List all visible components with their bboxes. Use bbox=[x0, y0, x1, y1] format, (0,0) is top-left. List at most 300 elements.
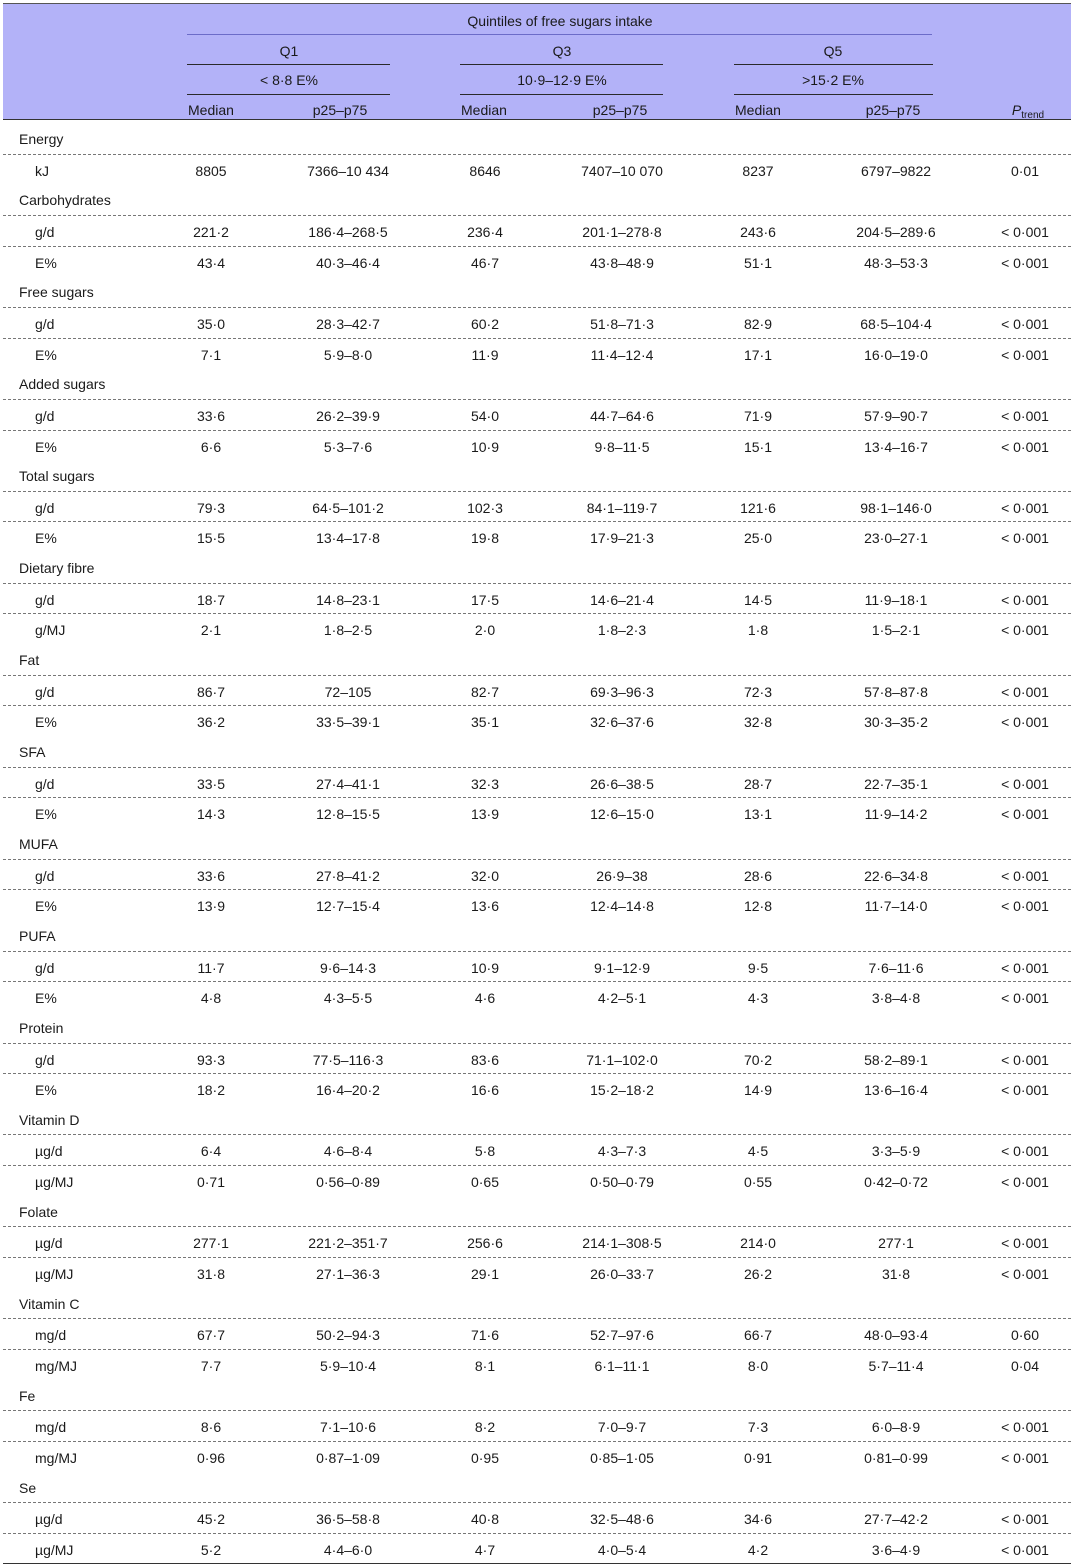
cell-q5-median: 4·5 bbox=[747, 1143, 769, 1160]
cell-q3-median: 32·0 bbox=[470, 867, 500, 884]
cell-q3-median: 13·6 bbox=[470, 898, 500, 915]
table-row bbox=[3, 399, 1071, 430]
unit-label: kJ bbox=[35, 162, 49, 179]
cell-q3-median: 8·2 bbox=[474, 1419, 496, 1436]
cell-q3-iqr: 1·8–2·3 bbox=[597, 622, 647, 639]
category-label: Dietary fibre bbox=[19, 560, 95, 577]
cell-p-trend: 0·04 bbox=[1010, 1358, 1040, 1374]
cell-q1-iqr: 12·8–15·5 bbox=[316, 806, 380, 823]
cell-q5-iqr: 1·5–2·1 bbox=[871, 622, 921, 639]
table-row bbox=[3, 1134, 1071, 1165]
table-row bbox=[3, 491, 1071, 522]
cell-q1-iqr: 72–105 bbox=[324, 683, 372, 700]
cell-q1-iqr: 33·5–39·1 bbox=[316, 714, 380, 731]
unit-label: E% bbox=[35, 438, 57, 455]
cell-q3-iqr: 26·6–38·5 bbox=[590, 775, 654, 792]
cell-q5-iqr: 6·0–8·9 bbox=[871, 1419, 921, 1436]
cell-q5-median: 4·3 bbox=[747, 990, 769, 1007]
cell-q3-iqr: 51·8–71·3 bbox=[590, 315, 654, 332]
cell-q3-median: 60·2 bbox=[470, 315, 500, 332]
cell-q5-iqr: 58·2–89·1 bbox=[864, 1051, 928, 1068]
cell-q1-iqr: 12·7–15·4 bbox=[316, 898, 380, 915]
cell-q5-median: 51·1 bbox=[743, 254, 773, 271]
category-row bbox=[3, 1012, 1071, 1043]
cell-q5-median: 243·6 bbox=[740, 223, 776, 240]
cell-p-trend: < 0·001 bbox=[1001, 315, 1049, 332]
table-row bbox=[3, 1533, 1071, 1564]
cell-q5-median: 32·8 bbox=[743, 714, 773, 731]
header-p-sub: trend bbox=[1021, 110, 1045, 121]
cell-q1-iqr: 7366–10 434 bbox=[307, 162, 389, 179]
category-label: Folate bbox=[19, 1203, 58, 1220]
unit-label: g/d bbox=[35, 315, 55, 332]
cell-q5-median: 70·2 bbox=[743, 1051, 773, 1068]
unit-label: g/d bbox=[35, 407, 55, 424]
cell-q3-iqr: 6·1–11·1 bbox=[594, 1358, 650, 1374]
category-row bbox=[3, 1380, 1071, 1411]
cell-q5-iqr: 22·7–35·1 bbox=[864, 775, 928, 792]
table-row bbox=[3, 1165, 1071, 1196]
table-row bbox=[3, 1073, 1071, 1104]
table-row bbox=[3, 951, 1071, 982]
category-label: Fat bbox=[19, 652, 40, 669]
cell-q1-median: 11·7 bbox=[197, 959, 225, 976]
cell-q3-iqr: 43·8–48·9 bbox=[590, 254, 654, 271]
cell-q3-iqr: 4·3–7·3 bbox=[597, 1143, 647, 1160]
cell-q3-iqr: 26·0–33·7 bbox=[590, 1266, 654, 1283]
cell-q3-median: 71·6 bbox=[470, 1327, 500, 1344]
table-row bbox=[3, 1441, 1071, 1472]
unit-label: g/d bbox=[35, 959, 55, 976]
cell-q1-median: 6·4 bbox=[200, 1143, 222, 1160]
cell-q5-iqr: 11·7–14·0 bbox=[864, 898, 928, 915]
unit-label: µg/d bbox=[35, 1235, 63, 1252]
table-row bbox=[3, 307, 1071, 338]
cell-q1-median: 8·6 bbox=[200, 1419, 222, 1436]
category-label: Vitamin C bbox=[19, 1295, 80, 1312]
cell-q1-iqr: 5·3–7·6 bbox=[323, 438, 373, 455]
cell-q5-median: 9·5 bbox=[747, 959, 769, 976]
table-row bbox=[3, 430, 1071, 461]
table-row bbox=[3, 613, 1071, 644]
cell-q1-iqr: 0·56–0·89 bbox=[316, 1174, 380, 1191]
cell-q5-median: 26·2 bbox=[743, 1266, 773, 1283]
cell-q5-median: 82·9 bbox=[743, 315, 773, 332]
cell-q3-median: 10·9 bbox=[470, 438, 500, 455]
cell-q5-iqr: 0·42–0·72 bbox=[864, 1174, 928, 1191]
cell-q5-median: 13·1 bbox=[743, 806, 773, 823]
cell-q5-iqr: 27·7–42·2 bbox=[864, 1511, 928, 1528]
cell-p-trend: < 0·001 bbox=[1001, 438, 1049, 455]
cell-q5-median: 14·9 bbox=[743, 1082, 773, 1099]
cell-q1-median: 15·5 bbox=[196, 530, 226, 547]
cell-p-trend: < 0·001 bbox=[1001, 1051, 1049, 1068]
cell-q5-iqr: 68·5–104·4 bbox=[860, 315, 932, 332]
category-label: Free sugars bbox=[19, 284, 94, 301]
cell-q5-median: 66·7 bbox=[743, 1327, 773, 1344]
cell-q1-iqr: 4·4–6·0 bbox=[323, 1541, 373, 1558]
cell-q5-iqr: 57·8–87·8 bbox=[864, 683, 928, 700]
table-row bbox=[3, 1257, 1071, 1288]
cell-q5-median: 8237 bbox=[742, 162, 774, 179]
cell-p-trend: < 0·001 bbox=[1001, 1235, 1049, 1252]
cell-q1-median: 5·2 bbox=[200, 1541, 222, 1558]
category-row bbox=[3, 644, 1071, 675]
cell-q3-median: 46·7 bbox=[470, 254, 500, 271]
cell-p-trend: < 0·001 bbox=[1001, 1511, 1049, 1528]
cell-q1-iqr: 7·1–10·6 bbox=[319, 1419, 377, 1436]
cell-q5-iqr: 98·1–146·0 bbox=[860, 499, 932, 516]
unit-label: g/d bbox=[35, 223, 55, 240]
cell-q5-iqr: 48·3–53·3 bbox=[864, 254, 928, 271]
category-label: SFA bbox=[19, 744, 46, 760]
cell-p-trend: 0·60 bbox=[1010, 1327, 1040, 1344]
cell-q3-iqr: 214·1–308·5 bbox=[582, 1235, 662, 1252]
table-row bbox=[3, 889, 1071, 920]
table-row bbox=[3, 981, 1071, 1012]
cell-p-trend: < 0·001 bbox=[1001, 622, 1049, 639]
cell-q3-median: 8646 bbox=[469, 162, 501, 179]
cell-q3-iqr: 44·7–64·6 bbox=[590, 407, 654, 424]
cell-q5-iqr: 11·9–18·1 bbox=[864, 591, 928, 608]
unit-label: mg/MJ bbox=[35, 1358, 77, 1374]
cell-q5-iqr: 6797–9822 bbox=[860, 162, 932, 179]
header-p-main: P bbox=[1011, 102, 1022, 118]
table-row bbox=[3, 767, 1071, 798]
unit-label: E% bbox=[35, 898, 57, 915]
table-row bbox=[3, 1318, 1071, 1349]
cell-q1-median: 36·2 bbox=[196, 714, 226, 731]
header-q5-label: Q5 bbox=[823, 43, 843, 59]
category-row bbox=[3, 368, 1071, 399]
cell-q5-iqr: 16·0–19·0 bbox=[864, 346, 928, 363]
category-label: PUFA bbox=[19, 927, 56, 944]
cell-q3-median: 83·6 bbox=[470, 1051, 500, 1068]
cell-q1-iqr: 0·87–1·09 bbox=[316, 1449, 380, 1466]
cell-q3-median: 19·8 bbox=[470, 530, 500, 547]
cell-q3-iqr: 71·1–102·0 bbox=[586, 1051, 658, 1068]
unit-label: g/d bbox=[35, 591, 55, 608]
cell-q5-iqr: 277·1 bbox=[878, 1235, 914, 1252]
cell-q1-median: 67·7 bbox=[196, 1327, 226, 1344]
header-q3-iqr: p25–p75 bbox=[592, 102, 648, 118]
cell-q1-iqr: 4·3–5·5 bbox=[323, 990, 373, 1007]
header-q1-label: Q1 bbox=[279, 43, 299, 59]
header-q3-label: Q3 bbox=[552, 43, 572, 59]
unit-label: µg/MJ bbox=[35, 1541, 74, 1558]
header-q5-range: >15·2 E% bbox=[802, 72, 864, 88]
category-label: Protein bbox=[19, 1019, 64, 1036]
cell-q1-iqr: 5·9–8·0 bbox=[323, 346, 373, 363]
cell-q3-iqr: 14·6–21·4 bbox=[590, 591, 654, 608]
table-row bbox=[3, 675, 1071, 706]
cell-q3-iqr: 0·85–1·05 bbox=[590, 1449, 654, 1466]
table-row bbox=[3, 1349, 1071, 1380]
cell-q1-iqr: 27·1–36·3 bbox=[316, 1266, 380, 1283]
cell-q5-iqr: 22·6–34·8 bbox=[864, 867, 928, 884]
unit-label: E% bbox=[35, 1082, 57, 1099]
cell-q3-iqr: 0·50–0·79 bbox=[590, 1174, 654, 1191]
cell-q3-median: 5·8 bbox=[474, 1143, 496, 1160]
cell-q1-median: 221·2 bbox=[193, 223, 229, 240]
cell-q5-median: 8·0 bbox=[747, 1358, 769, 1374]
cell-q3-median: 4·7 bbox=[474, 1541, 496, 1558]
cell-q1-median: 2·1 bbox=[200, 622, 222, 639]
category-row bbox=[3, 920, 1071, 951]
cell-q5-median: 7·3 bbox=[747, 1419, 769, 1436]
cell-q1-iqr: 77·5–116·3 bbox=[312, 1051, 384, 1068]
cell-p-trend: < 0·001 bbox=[1001, 683, 1049, 700]
cell-p-trend: < 0·001 bbox=[1001, 1541, 1049, 1558]
cell-q1-median: 45·2 bbox=[196, 1511, 226, 1528]
cell-q3-iqr: 52·7–97·6 bbox=[590, 1327, 654, 1344]
cell-p-trend: < 0·001 bbox=[1001, 223, 1049, 240]
cell-p-trend: < 0·001 bbox=[1001, 591, 1049, 608]
cell-q3-median: 0·95 bbox=[470, 1449, 500, 1466]
unit-label: g/MJ bbox=[35, 622, 66, 639]
table-row bbox=[3, 797, 1071, 828]
cell-q5-median: 214·0 bbox=[740, 1235, 776, 1252]
table-row bbox=[3, 215, 1071, 246]
cell-p-trend: < 0·001 bbox=[1001, 254, 1049, 271]
cell-q3-median: 82·7 bbox=[470, 683, 500, 700]
cell-q5-iqr: 7·6–11·6 bbox=[868, 959, 924, 976]
cell-q1-iqr: 28·3–42·7 bbox=[316, 315, 380, 332]
table-row bbox=[3, 1226, 1071, 1257]
cell-q1-iqr: 1·8–2·5 bbox=[323, 622, 373, 639]
cell-q3-iqr: 9·1–12·9 bbox=[593, 959, 651, 976]
cell-q1-iqr: 14·8–23·1 bbox=[316, 591, 380, 608]
cell-q5-iqr: 23·0–27·1 bbox=[864, 530, 928, 547]
cell-q5-median: 28·7 bbox=[743, 775, 773, 792]
category-label: Carbohydrates bbox=[19, 192, 111, 209]
cell-q5-median: 25·0 bbox=[743, 530, 773, 547]
cell-q5-iqr: 30·3–35·2 bbox=[864, 714, 928, 731]
cell-q1-iqr: 27·4–41·1 bbox=[316, 775, 380, 792]
unit-label: µg/d bbox=[35, 1511, 63, 1528]
cell-q3-iqr: 11·4–12·4 bbox=[590, 346, 654, 363]
cell-q1-median: 7·7 bbox=[200, 1358, 222, 1374]
cell-q5-median: 4·2 bbox=[747, 1541, 769, 1558]
table-row bbox=[3, 583, 1071, 614]
cell-q5-iqr: 48·0–93·4 bbox=[864, 1327, 928, 1344]
unit-label: mg/d bbox=[35, 1327, 67, 1344]
cell-q3-median: 35·1 bbox=[470, 714, 500, 731]
cell-q5-median: 72·3 bbox=[743, 683, 773, 700]
cell-p-trend: < 0·001 bbox=[1001, 990, 1049, 1007]
cell-q3-iqr: 26·9–38 bbox=[596, 867, 648, 884]
cell-q1-iqr: 40·3–46·4 bbox=[316, 254, 380, 271]
unit-label: µg/MJ bbox=[35, 1266, 74, 1283]
cell-q3-median: 11·9 bbox=[471, 346, 499, 363]
unit-label: µg/MJ bbox=[35, 1174, 74, 1191]
cell-q3-median: 29·1 bbox=[470, 1266, 500, 1283]
cell-p-trend: < 0·001 bbox=[1001, 499, 1049, 516]
cell-q1-median: 35·0 bbox=[196, 315, 226, 332]
cell-p-trend: < 0·001 bbox=[1001, 867, 1049, 884]
cell-q3-iqr: 69·3–96·3 bbox=[590, 683, 654, 700]
cell-q1-median: 13·9 bbox=[196, 898, 226, 915]
cell-q3-median: 102·3 bbox=[467, 499, 503, 516]
cell-q3-median: 40·8 bbox=[470, 1511, 500, 1528]
cell-q1-median: 6·6 bbox=[200, 438, 222, 455]
table-row bbox=[3, 859, 1071, 890]
cell-p-trend: < 0·001 bbox=[1001, 1449, 1049, 1466]
unit-label: E% bbox=[35, 714, 57, 731]
cell-q5-median: 28·6 bbox=[743, 867, 773, 884]
cell-q1-median: 93·3 bbox=[196, 1051, 226, 1068]
cell-p-trend: < 0·001 bbox=[1001, 898, 1049, 915]
cell-p-trend: < 0·001 bbox=[1001, 1266, 1049, 1283]
category-label: MUFA bbox=[19, 835, 58, 852]
cell-q5-median: 1·8 bbox=[747, 622, 769, 639]
cell-q1-median: 33·5 bbox=[196, 775, 226, 792]
cell-p-trend: < 0·001 bbox=[1001, 1143, 1049, 1160]
cell-q3-iqr: 4·0–5·4 bbox=[597, 1541, 647, 1558]
unit-label: µg/d bbox=[35, 1143, 63, 1160]
cell-q3-iqr: 15·2–18·2 bbox=[590, 1082, 654, 1099]
table-row bbox=[3, 705, 1071, 736]
cell-q1-iqr: 50·2–94·3 bbox=[316, 1327, 380, 1344]
cell-p-trend: 0·01 bbox=[1010, 162, 1040, 179]
category-row bbox=[3, 184, 1071, 215]
table-row bbox=[3, 1043, 1071, 1074]
table-row bbox=[3, 154, 1071, 185]
unit-label: g/d bbox=[35, 1051, 55, 1068]
header-q5-iqr: p25–p75 bbox=[865, 102, 921, 118]
cell-p-trend: < 0·001 bbox=[1001, 959, 1049, 976]
cell-q3-iqr: 17·9–21·3 bbox=[590, 530, 654, 547]
cell-q5-iqr: 3·3–5·9 bbox=[871, 1143, 921, 1160]
category-row bbox=[3, 1288, 1071, 1319]
cell-q1-iqr: 64·5–101·2 bbox=[312, 499, 384, 516]
cell-q5-iqr: 0·81–0·99 bbox=[864, 1449, 928, 1466]
header-q1-range: < 8·8 E% bbox=[260, 72, 318, 88]
category-row bbox=[3, 1472, 1071, 1503]
cell-q5-iqr: 13·6–16·4 bbox=[864, 1082, 928, 1099]
cell-q1-median: 0·96 bbox=[196, 1449, 226, 1466]
cell-q3-iqr: 201·1–278·8 bbox=[582, 223, 662, 240]
cell-q5-iqr: 11·9–14·2 bbox=[864, 806, 928, 823]
cell-q1-median: 4·8 bbox=[200, 990, 222, 1007]
cell-q1-iqr: 221·2–351·7 bbox=[308, 1235, 388, 1252]
cell-q5-iqr: 3·6–4·9 bbox=[871, 1541, 921, 1558]
cell-q1-iqr: 26·2–39·9 bbox=[316, 407, 380, 424]
cell-p-trend: < 0·001 bbox=[1001, 775, 1049, 792]
unit-label: g/d bbox=[35, 775, 55, 792]
table-row bbox=[3, 1502, 1071, 1533]
header-group-title: Quintiles of free sugars intake bbox=[467, 13, 653, 29]
category-label: Added sugars bbox=[19, 376, 106, 393]
category-label: Vitamin D bbox=[19, 1111, 80, 1128]
cell-q3-iqr: 32·5–48·6 bbox=[590, 1511, 654, 1528]
cell-q1-median: 0·71 bbox=[196, 1174, 226, 1191]
cell-q5-iqr: 57·9–90·7 bbox=[864, 407, 928, 424]
category-row bbox=[3, 276, 1071, 307]
cell-q3-iqr: 12·4–14·8 bbox=[590, 898, 654, 915]
cell-q3-median: 54·0 bbox=[470, 407, 500, 424]
unit-label: E% bbox=[35, 254, 57, 271]
category-row bbox=[3, 828, 1071, 859]
cell-q5-iqr: 204·5–289·6 bbox=[856, 223, 936, 240]
unit-label: g/d bbox=[35, 867, 55, 884]
unit-label: E% bbox=[35, 530, 57, 547]
cell-q5-median: 0·91 bbox=[743, 1449, 773, 1466]
cell-p-trend: < 0·001 bbox=[1001, 530, 1049, 547]
cell-q1-iqr: 27·8–41·2 bbox=[316, 867, 380, 884]
cell-q3-median: 2·0 bbox=[474, 622, 496, 639]
cell-p-trend: < 0·001 bbox=[1001, 346, 1049, 363]
unit-label: E% bbox=[35, 806, 57, 823]
cell-q1-iqr: 186·4–268·5 bbox=[308, 223, 388, 240]
unit-label: mg/d bbox=[35, 1419, 67, 1436]
cell-q3-median: 236·4 bbox=[467, 223, 503, 240]
cell-q3-median: 13·9 bbox=[470, 806, 500, 823]
cell-q3-median: 17·5 bbox=[470, 591, 500, 608]
header-q1-iqr: p25–p75 bbox=[312, 102, 368, 118]
unit-label: g/d bbox=[35, 683, 55, 700]
cell-q5-median: 0·55 bbox=[743, 1174, 773, 1191]
cell-q3-median: 256·6 bbox=[467, 1235, 503, 1252]
cell-q3-median: 10·9 bbox=[470, 959, 500, 976]
cell-p-trend: < 0·001 bbox=[1001, 1174, 1049, 1191]
category-label: Energy bbox=[19, 131, 64, 147]
category-row bbox=[3, 460, 1071, 491]
cell-q1-iqr: 9·6–14·3 bbox=[319, 959, 377, 976]
cell-q3-iqr: 32·6–37·6 bbox=[590, 714, 654, 731]
cell-p-trend: < 0·001 bbox=[1001, 1419, 1049, 1436]
cell-q3-median: 4·6 bbox=[474, 990, 496, 1007]
cell-q1-iqr: 5·9–10·4 bbox=[319, 1358, 377, 1374]
header-q3-median: Median bbox=[461, 102, 507, 118]
cell-q5-median: 71·9 bbox=[743, 407, 773, 424]
unit-label: E% bbox=[35, 346, 57, 363]
cell-q3-median: 0·65 bbox=[470, 1174, 500, 1191]
cell-q5-iqr: 5·7–11·4 bbox=[868, 1358, 924, 1374]
cell-q5-median: 12·8 bbox=[743, 898, 773, 915]
header-q3-range: 10·9–12·9 E% bbox=[517, 72, 607, 88]
cell-q3-median: 16·6 bbox=[470, 1082, 500, 1099]
cell-q5-iqr: 3·8–4·8 bbox=[871, 990, 921, 1007]
cell-p-trend: < 0·001 bbox=[1001, 806, 1049, 823]
category-label: Total sugars bbox=[19, 468, 95, 485]
unit-label: g/d bbox=[35, 499, 55, 516]
category-row bbox=[3, 736, 1071, 767]
category-label: Se bbox=[19, 1479, 37, 1496]
cell-q1-iqr: 36·5–58·8 bbox=[316, 1511, 380, 1528]
cell-q1-median: 31·8 bbox=[196, 1266, 226, 1283]
cell-q1-median: 86·7 bbox=[196, 683, 226, 700]
cell-q1-iqr: 16·4–20·2 bbox=[316, 1082, 380, 1099]
category-row bbox=[3, 1104, 1071, 1135]
cell-q1-median: 33·6 bbox=[196, 407, 226, 424]
cell-q1-iqr: 4·6–8·4 bbox=[323, 1143, 373, 1160]
cell-q3-median: 32·3 bbox=[470, 775, 500, 792]
cell-q5-iqr: 31·8 bbox=[881, 1266, 911, 1283]
table-row bbox=[3, 1410, 1071, 1441]
unit-label: E% bbox=[35, 990, 57, 1007]
cell-q3-median: 8·1 bbox=[474, 1358, 496, 1374]
table-row bbox=[3, 338, 1071, 369]
cell-q3-iqr: 9·8–11·5 bbox=[594, 438, 650, 455]
cell-q1-median: 277·1 bbox=[193, 1235, 229, 1252]
cell-q1-median: 18·2 bbox=[196, 1082, 226, 1099]
cell-q5-iqr: 13·4–16·7 bbox=[864, 438, 928, 455]
category-label: Fe bbox=[19, 1387, 36, 1404]
category-row bbox=[3, 1196, 1071, 1227]
header-q1-median: Median bbox=[188, 102, 234, 118]
cell-q3-iqr: 12·6–15·0 bbox=[590, 806, 654, 823]
